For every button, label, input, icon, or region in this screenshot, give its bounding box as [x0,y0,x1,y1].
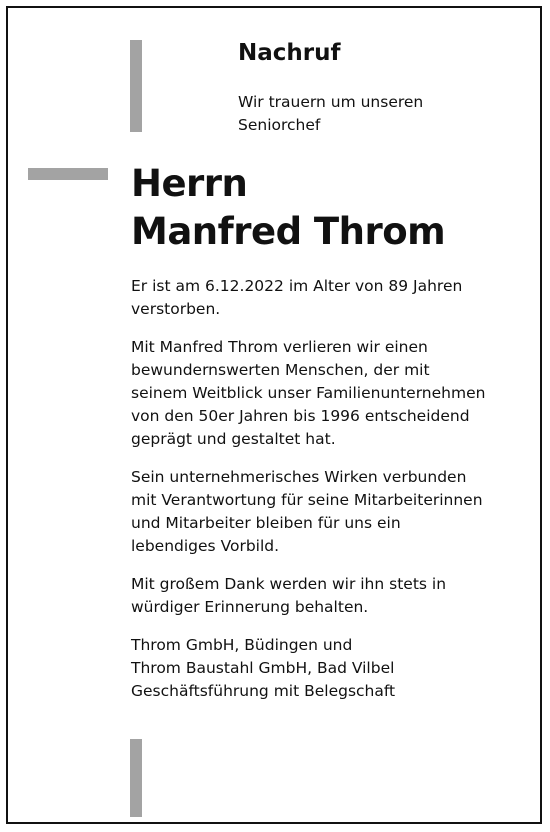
signature-block [131,634,531,703]
body-line: bewundernswerten Menschen, der mit [131,361,430,379]
body-line: lebendiges Vorbild. [131,537,280,555]
notice-kicker: Nachruf [238,40,341,66]
paragraph-tribute [131,336,531,451]
body-line: seinem Weitblick unser Familienunternehmen [131,384,486,402]
body-line: Mit großem Dank werden wir ihn stets in [131,575,447,593]
body-line: und Mitarbeiter bleiben für uns ein [131,514,401,532]
signature-line: Geschäftsführung mit Belegschaft [131,682,396,700]
notice-intro [238,91,423,137]
body-line: würdiger Erinnerung behalten. [131,598,369,616]
deceased-name [131,160,445,256]
body-line: verstorben. [131,300,221,318]
cross-horizontal [28,168,108,180]
body-line: Mit Manfred Throm verlieren wir einen [131,338,428,356]
signature-line: Throm GmbH, Büdingen und [131,636,353,654]
body-line: Sein unternehmerisches Wirken verbunden [131,468,467,486]
cross-vertical-top [130,40,142,132]
name-line: Herrn [131,162,248,205]
body-line: geprägt und gestaltet hat. [131,430,336,448]
paragraph-death-date [131,275,531,321]
intro-line: Seniorchef [238,116,321,134]
notice-body [131,275,531,718]
body-line: mit Verantwortung für seine Mitarbeiterinnen [131,491,483,509]
intro-line: Wir trauern um unseren [238,93,424,111]
signature-line: Throm Baustahl GmbH, Bad Vilbel [131,659,395,677]
paragraph-legacy [131,466,531,558]
name-line: Manfred Throm [131,210,446,253]
body-line: von den 50er Jahren bis 1996 entscheidend [131,407,470,425]
cross-vertical-bottom [130,739,142,817]
body-line: Er ist am 6.12.2022 im Alter von 89 Jahren [131,277,463,295]
paragraph-gratitude [131,573,531,619]
